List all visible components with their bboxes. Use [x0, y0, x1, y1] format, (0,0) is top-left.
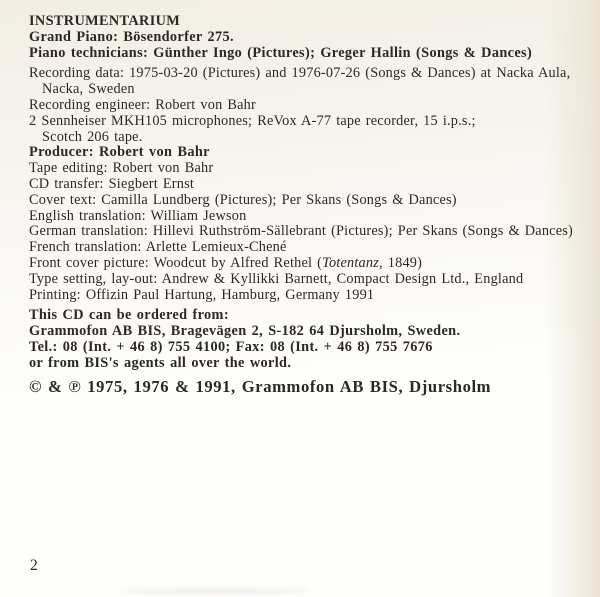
text-line	[29, 46, 585, 62]
text-line	[29, 324, 585, 340]
text-line	[29, 14, 585, 30]
text-segment: Recording data: 1975-03-20 (Pictures) and 1976-07-26 (Songs & Dances) at Nacka Aula,	[29, 65, 571, 82]
text-segment: Cover text: Camilla Lundberg (Pictures); Per Skans (Songs & Dances)	[29, 191, 457, 208]
text-segment: Printing: Offizin Paul Hartung, Hamburg, Germany 1991	[29, 286, 375, 303]
text-line	[29, 224, 585, 240]
text-line	[29, 209, 585, 225]
text-segment: INSTRUMENTARIUM	[29, 13, 181, 29]
text-segment: Producer: Robert von Bahr	[29, 144, 210, 161]
text-segment: Grand Piano: Bösendorfer 275.	[29, 28, 234, 45]
page-number: 2	[30, 557, 38, 574]
text-line	[29, 340, 585, 356]
text-segment: Scotch 206 tape.	[42, 128, 143, 145]
text-segment: German translation: Hillevi Ruthström-Sällebrant (Pictures); Per Skans (Songs & Dances)	[29, 223, 573, 240]
text-segment: Type setting, lay-out: Andrew & Kyllikki Barnett, Compact Design Ltd., England	[29, 270, 524, 287]
text-line	[29, 356, 585, 372]
text-segment: © & ℗ 1975, 1976 & 1991, Grammofon AB BIS, Djursholm	[29, 376, 492, 396]
text-line	[29, 240, 585, 256]
text-line	[29, 272, 585, 288]
text-line	[29, 377, 585, 397]
text-line	[29, 98, 585, 114]
text-line	[29, 66, 585, 82]
text-segment: 2 Sennheiser MKH105 microphones; ReVox A-77 tape recorder, 15 i.p.s.;	[29, 112, 476, 129]
text-line	[29, 288, 585, 304]
text-segment: Piano technicians: Günther Ingo (Pictures); Greger Hallin (Songs & Dances)	[29, 44, 533, 61]
text-segment: Front cover picture: Woodcut by Alfred Rethel (	[29, 254, 323, 271]
scan-smudge	[120, 588, 310, 594]
text-segment: Tel.: 08 (Int. + 46 8) 755 4100; Fax: 08 (Int. + 46 8) 755 7676	[29, 338, 433, 355]
text-line	[29, 30, 585, 46]
liner-notes	[29, 14, 585, 397]
text-line	[29, 161, 585, 177]
text-line	[29, 82, 585, 98]
text-line	[29, 114, 585, 130]
text-segment: , 1849)	[379, 254, 423, 271]
text-line	[29, 308, 585, 324]
text-segment: French translation: Arlette Lemieux-Chené	[29, 239, 287, 256]
text-segment: Recording engineer: Robert von Bahr	[29, 96, 256, 113]
text-segment: Nacka, Sweden	[42, 81, 135, 98]
text-line	[29, 256, 585, 272]
text-segment: or from BIS's agents all over the world.	[29, 354, 292, 371]
italic-text-segment: Totentanz	[322, 254, 380, 271]
text-line	[29, 130, 585, 146]
text-segment: This CD can be ordered from:	[29, 307, 229, 324]
text-segment: CD transfer: Siegbert Ernst	[29, 175, 195, 192]
text-line	[29, 193, 585, 209]
text-segment: Tape editing: Robert von Bahr	[29, 160, 214, 177]
text-segment: English translation: William Jewson	[29, 207, 247, 224]
text-segment: Grammofon AB BIS, Bragevägen 2, S-182 64 Djursholm, Sweden.	[29, 323, 461, 340]
text-line	[29, 177, 585, 193]
text-line	[29, 145, 585, 161]
